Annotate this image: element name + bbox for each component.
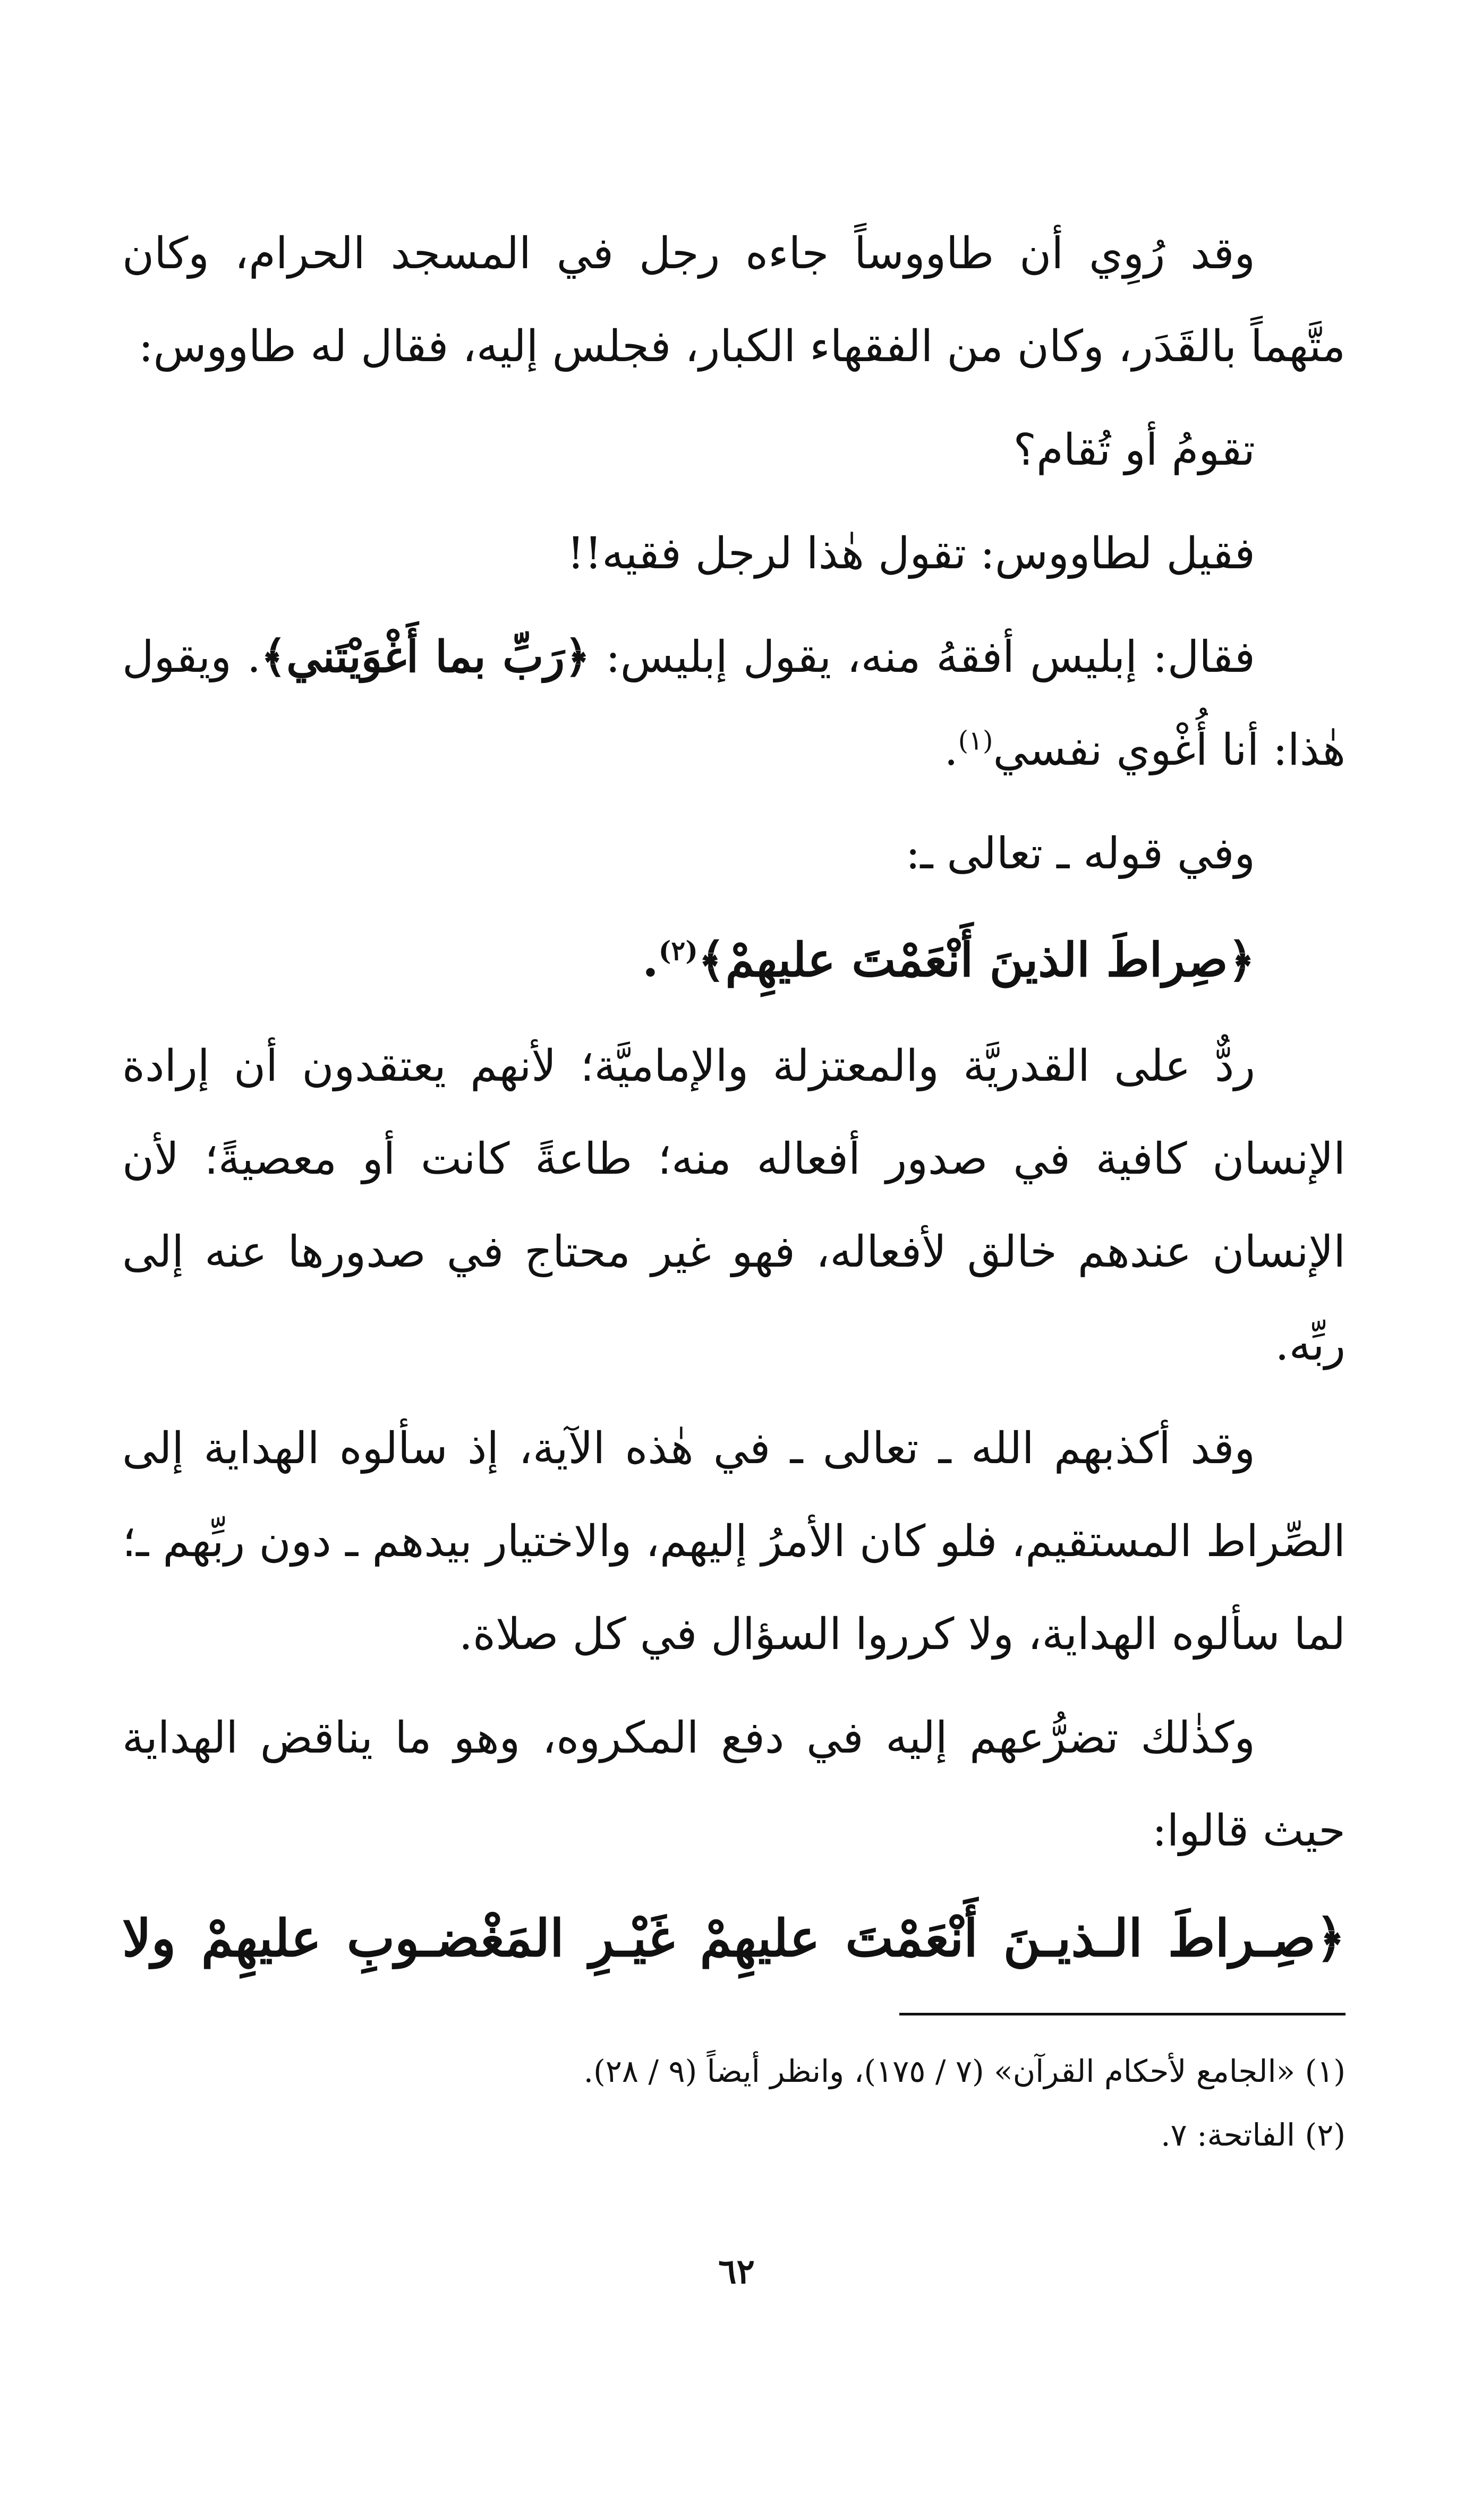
paragraph-iblis: [122, 611, 1346, 797]
paragraph-guidance: وقد أكذبهم الله ـ تعالى ـ في هٰذه الآية، إذ سألوه الهداية إلى الصِّراط المستقيم، فلو كان الأمرُ إليهم، والاختيار بيدهم ـ دون ربِّهم ـ؛ لما سألوه الهداية، ولا كرروا السؤال في كل صلاة.: [122, 1423, 1346, 1660]
iblis-rest: . ويقول هٰذا: أنا أُغْوي نفسي: [122, 632, 1346, 775]
verse-sirat-end: .: [642, 932, 659, 987]
paragraph-tawus-story: وقد رُوِي أن طاووساً جاءه رجل في المسجد الحرام، وكان متَّهماً بالقَدَر، وكان من الفقهاء الكبار، فجلس إليه، فقال له طاووس:: [122, 228, 1346, 372]
footnote-1: (١) «الجامع لأحكام القرآن» (٧ / ١٧٥)، وانظر أيضاً (٩ / ٢٨).: [583, 2053, 1346, 2089]
verse-fatiha-continuation: ﴿صِـراطَ الـذيـنَ أَنْعَمْتَ عليهِمْ غَيْـرِ المَغْضـوبِ عليهِمْ ولا: [122, 1908, 1346, 1968]
paragraph-refutation: ردٌّ على القدريَّة والمعتزلة والإماميَّة؛ لأنهم يعتقدون أن إرادة الإنسان كافية في صدور أفعاله منه؛ طاعةً كانت أو معصيةً؛ لأن الإنسان عندهم خالق لأفعاله، فهو غير محتاج في صدورها عنه إلى ربِّه.: [122, 1041, 1346, 1370]
iblis-end: .: [944, 725, 958, 775]
main-text: [122, 207, 1346, 1989]
footnote-separator: [899, 2013, 1346, 2015]
verse-sirat: [122, 911, 1346, 1009]
paragraph-verse-intro: وفي قوله ـ تعالى ـ:: [905, 828, 1255, 879]
iblis-intro: فقال: إبليس أفقهُ منه، يقول إبليس:: [590, 632, 1255, 682]
footnote-ref-2: (٢): [658, 935, 698, 967]
footnote-2: (٢) الفاتحة: ٧.: [1161, 2117, 1346, 2153]
paragraph-supplication: وكذٰلك تضرُّعهم إليه في دفع المكروه، وهو ما يناقض الهداية حيث قالوا:: [122, 1713, 1346, 1856]
verse-sirat-text: ﴿صِراطَ الذينَ أَنْعَمْتَ عليهِمْ﴾: [697, 932, 1255, 987]
footnotes: [122, 2039, 1346, 2167]
footnote-ref-1: (١): [958, 725, 993, 756]
paragraph-tawus-question: تقومُ أو تُقام؟: [1013, 425, 1255, 475]
page-number: ٦٢: [718, 2252, 755, 2292]
quran-quote-iblis: ﴿رَبِّ بما أَغْوَيْتَني﴾: [261, 631, 590, 682]
paragraph-reply: فقيل لطاووس: تقول هٰذا لرجل فقيه!!: [567, 528, 1255, 579]
